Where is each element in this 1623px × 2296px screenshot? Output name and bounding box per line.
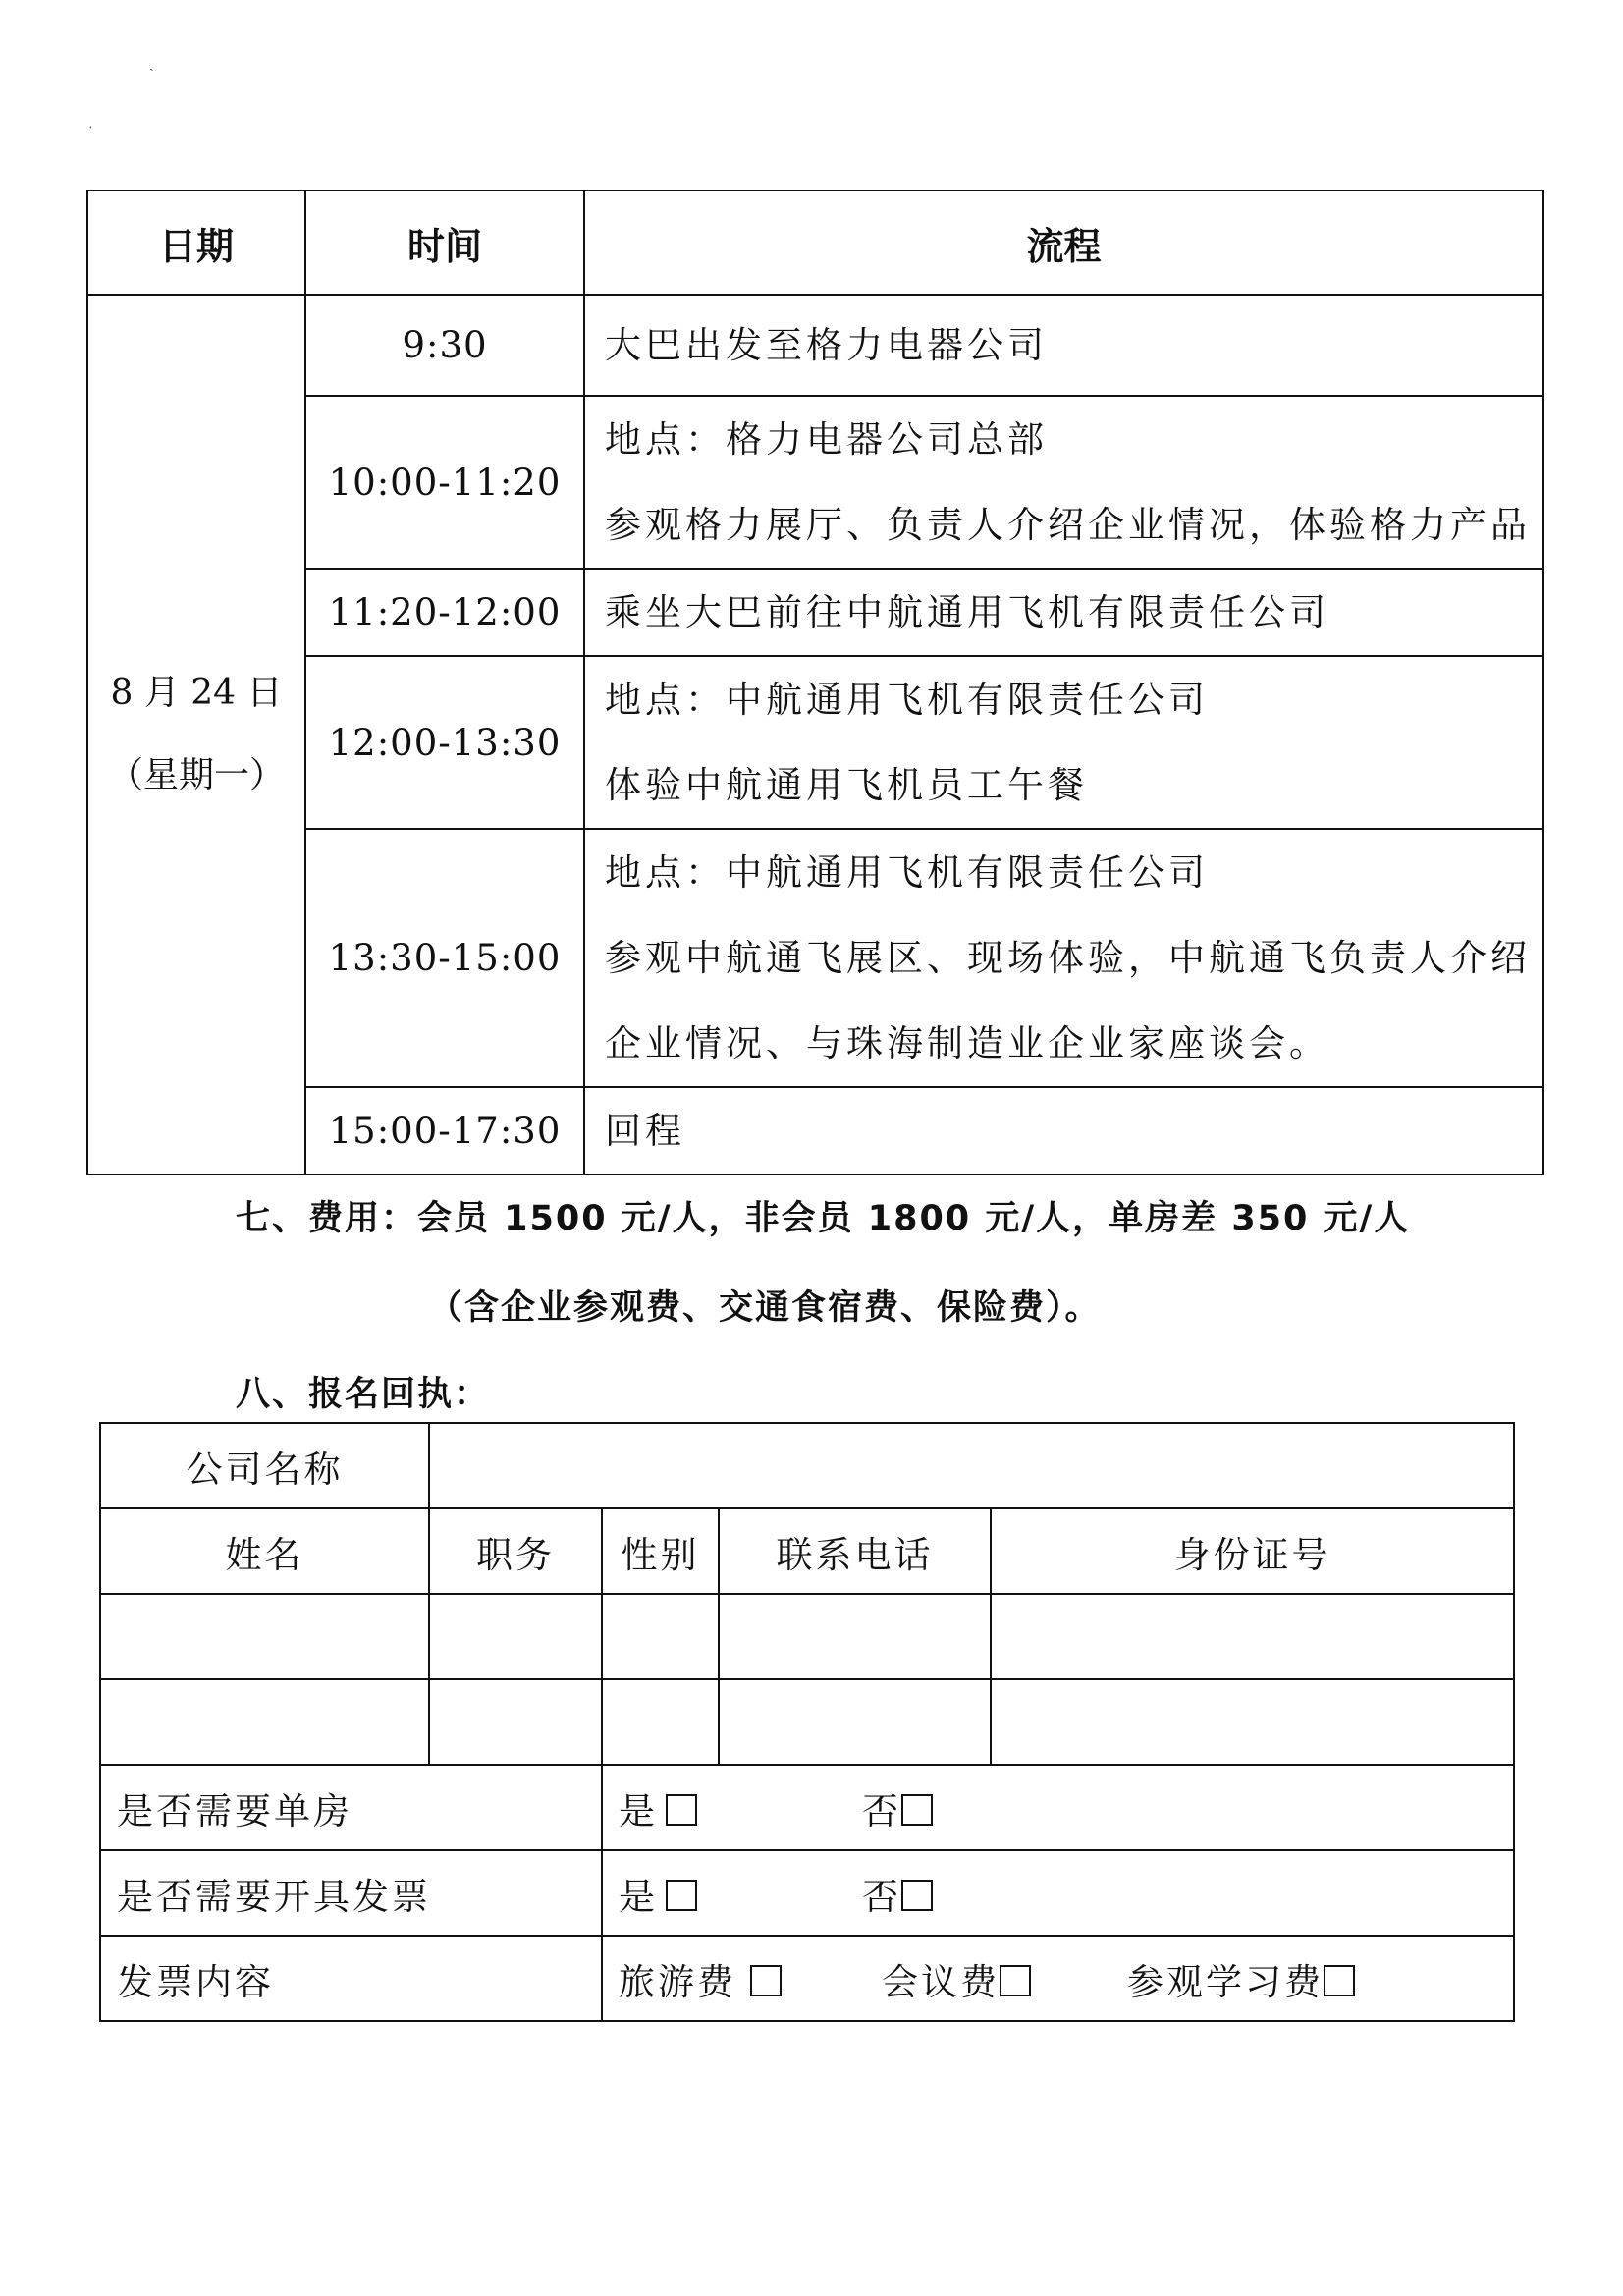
schedule-flow-cell <box>584 656 1543 829</box>
schedule-flow-line: 参观格力展厅、负责人介绍企业情况，体验格力产品 <box>605 504 1531 546</box>
attendee-row <box>100 1594 1514 1679</box>
attendee-name-field[interactable] <box>100 1679 429 1765</box>
schedule-flow-cell <box>584 569 1543 656</box>
schedule-flow-cell <box>584 1087 1543 1175</box>
scan-speck: ˎ <box>149 56 154 72</box>
schedule-flow-cell <box>584 829 1543 1087</box>
column-position: 职务 <box>429 1508 602 1594</box>
schedule-flow-line: 参观中航通飞展区、现场体验，中航通飞负责人介绍 <box>605 937 1531 979</box>
column-phone: 联系电话 <box>719 1508 991 1594</box>
invoice-yes-label: 是 <box>619 1875 658 1918</box>
invoice-content-row <box>100 1936 1514 2021</box>
header-time: 时间 <box>305 191 584 295</box>
single-room-no-checkbox[interactable] <box>901 1794 933 1826</box>
invoice-no-label: 否 <box>862 1875 901 1918</box>
invoice-yes-checkbox[interactable] <box>666 1880 697 1911</box>
invoice-meeting-option[interactable] <box>882 1952 1127 2005</box>
company-row <box>100 1423 1514 1508</box>
single-room-yes-checkbox[interactable] <box>666 1794 697 1826</box>
schedule-time: 10:00-11:20 <box>305 396 584 569</box>
schedule-flow-line: 体验中航通用飞机员工午餐 <box>605 764 1088 806</box>
invoice-study-option[interactable] <box>1127 1952 1355 2005</box>
schedule-time: 12:00-13:30 <box>305 656 584 829</box>
fee-includes-line: （含企业参观费、交通食宿费、保险费）。 <box>428 1288 1102 1328</box>
invoice-meeting-checkbox[interactable] <box>1000 1965 1031 1996</box>
company-name-label: 公司名称 <box>100 1423 429 1508</box>
attendee-gender-field[interactable] <box>602 1594 719 1679</box>
invoice-travel-checkbox[interactable] <box>750 1965 782 1996</box>
attendee-phone-field[interactable] <box>719 1594 991 1679</box>
single-room-label: 是否需要单房 <box>100 1765 602 1850</box>
company-name-field[interactable] <box>429 1423 1514 1508</box>
invoice-no-checkbox[interactable] <box>901 1880 933 1911</box>
invoice-content-label: 发票内容 <box>100 1936 602 2021</box>
schedule-time: 15:00-17:30 <box>305 1087 584 1175</box>
schedule-row <box>87 295 1543 396</box>
schedule-flow-line: 地点：格力电器公司总部 <box>605 418 1048 461</box>
attendee-row <box>100 1679 1514 1765</box>
invoice-row <box>100 1850 1514 1936</box>
schedule-header-row <box>87 191 1543 295</box>
schedule-weekday: （星期一） <box>107 755 285 795</box>
single-room-no-option[interactable] <box>862 1781 933 1834</box>
schedule-flow-line: 地点：中航通用飞机有限责任公司 <box>605 679 1209 721</box>
schedule-flow-cell <box>584 396 1543 569</box>
invoice-study-checkbox[interactable] <box>1324 1965 1355 1996</box>
column-name: 姓名 <box>100 1508 429 1594</box>
schedule-time: 13:30-15:00 <box>305 829 584 1087</box>
schedule-flow-line: 回程 <box>605 1110 685 1152</box>
schedule-time: 11:20-12:00 <box>305 569 584 656</box>
single-room-no-label: 否 <box>862 1789 901 1832</box>
header-date: 日期 <box>87 191 305 295</box>
invoice-label: 是否需要开具发票 <box>100 1850 602 1936</box>
invoice-study-label: 参观学习费 <box>1127 1960 1324 2003</box>
schedule-table <box>86 190 1544 1175</box>
schedule-row <box>87 569 1543 656</box>
scan-speck: ˑ <box>88 121 93 137</box>
registration-table <box>99 1422 1515 2022</box>
single-room-yes-label: 是 <box>619 1789 658 1832</box>
invoice-no-option[interactable] <box>862 1867 933 1920</box>
attendee-id-field[interactable] <box>991 1679 1514 1765</box>
invoice-meeting-label: 会议费 <box>882 1960 1000 2003</box>
invoice-travel-label: 旅游费 <box>619 1960 736 2003</box>
single-room-yes-option[interactable] <box>619 1781 862 1834</box>
schedule-flow-line: 大巴出发至格力电器公司 <box>605 324 1048 366</box>
schedule-row <box>87 656 1543 829</box>
columns-row <box>100 1508 1514 1594</box>
schedule-row <box>87 829 1543 1087</box>
schedule-flow-line: 乘坐大巴前往中航通用飞机有限责任公司 <box>605 591 1329 633</box>
schedule-flow-line: 地点：中航通用飞机有限责任公司 <box>605 851 1209 894</box>
schedule-flow-cell <box>584 295 1543 396</box>
schedule-date-cell <box>87 295 305 1175</box>
schedule-flow-line: 企业情况、与珠海制造业企业家座谈会。 <box>605 1022 1329 1065</box>
attendee-position-field[interactable] <box>429 1594 602 1679</box>
attendee-position-field[interactable] <box>429 1679 602 1765</box>
column-gender: 性别 <box>602 1508 719 1594</box>
column-id-number: 身份证号 <box>991 1508 1514 1594</box>
invoice-travel-option[interactable] <box>619 1952 882 2005</box>
attendee-phone-field[interactable] <box>719 1679 991 1765</box>
fee-line: 七、费用：会员 1500 元/人，非会员 1800 元/人，单房差 350 元/人 <box>236 1199 1411 1238</box>
attendee-name-field[interactable] <box>100 1594 429 1679</box>
header-flow: 流程 <box>584 191 1543 295</box>
invoice-yes-option[interactable] <box>619 1867 862 1920</box>
schedule-row <box>87 1087 1543 1175</box>
schedule-row <box>87 396 1543 569</box>
registration-heading: 八、报名回执： <box>236 1375 491 1414</box>
schedule-time: 9:30 <box>305 295 584 396</box>
single-room-row <box>100 1765 1514 1850</box>
schedule-date: 8 月 24 日 <box>110 673 283 713</box>
attendee-id-field[interactable] <box>991 1594 1514 1679</box>
attendee-gender-field[interactable] <box>602 1679 719 1765</box>
